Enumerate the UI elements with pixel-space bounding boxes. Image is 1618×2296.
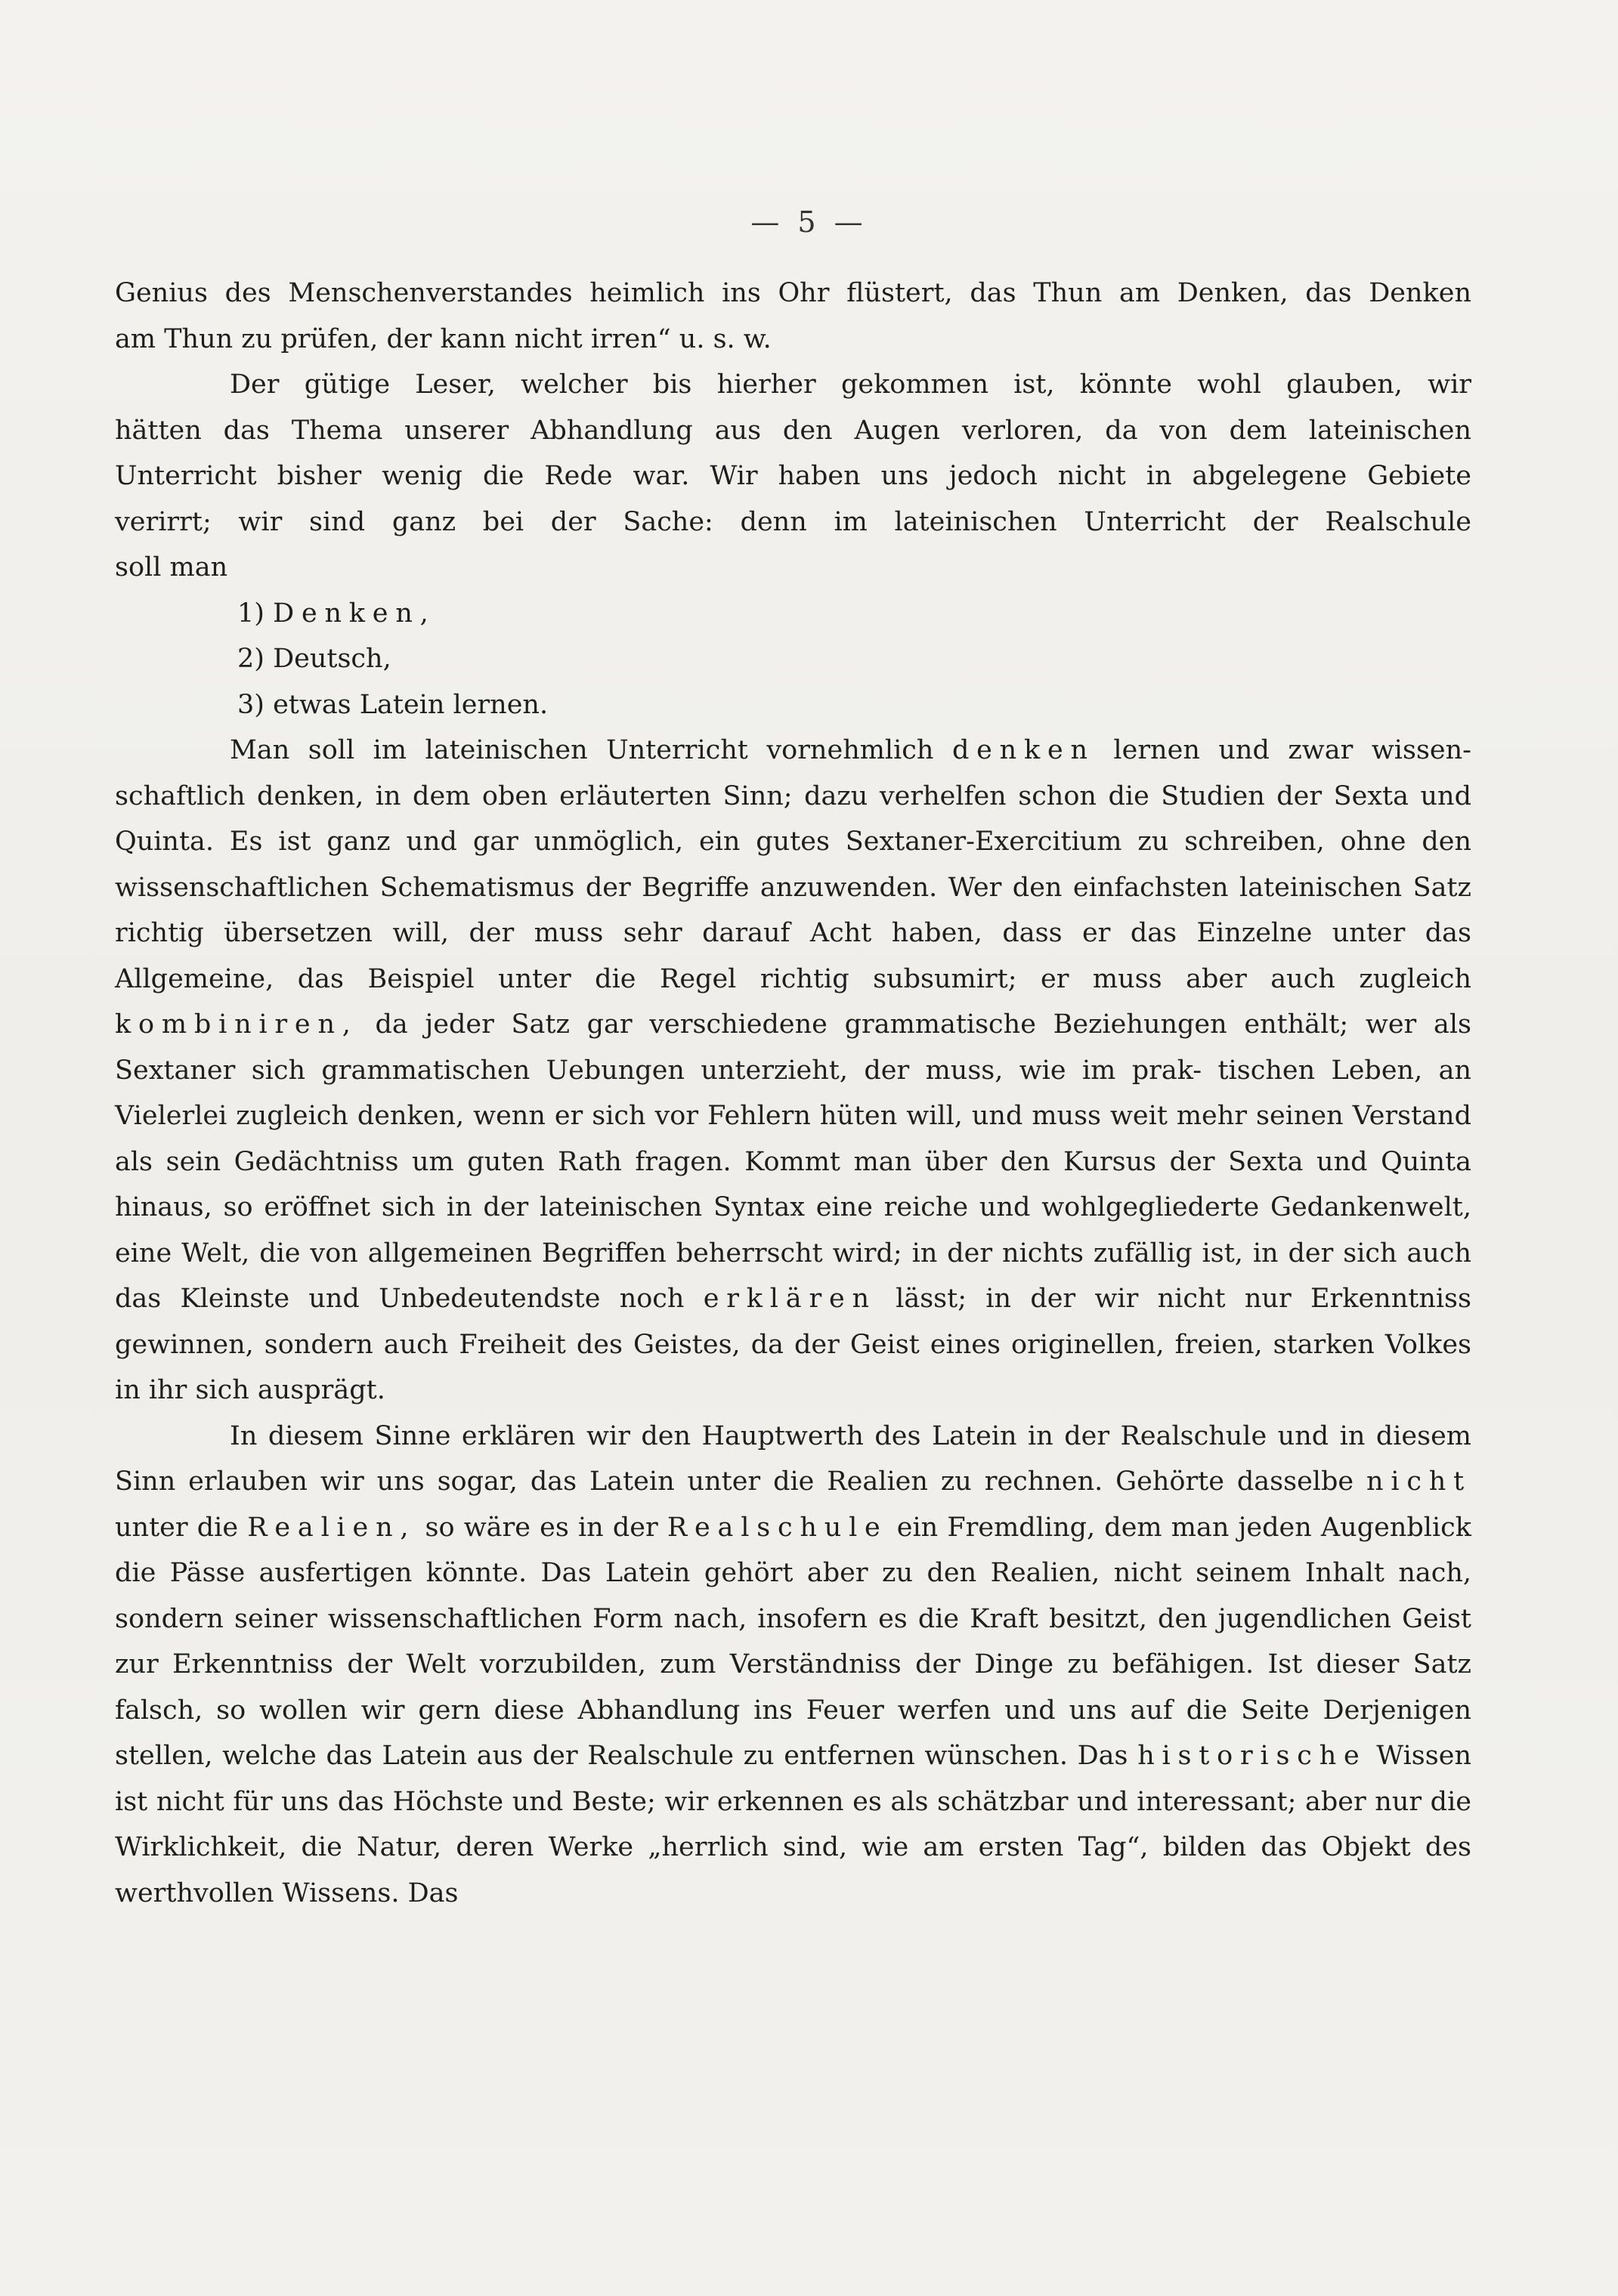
emphasis-realschule: Realschule: [667, 1512, 888, 1543]
paragraph-2-line-2: hätten das Thema unserer Abhandlung aus den Augen verloren, da von dem lateinischen: [115, 415, 1471, 446]
list-text: Deutsch,: [273, 644, 391, 674]
list-text: etwas Latein lernen.: [273, 689, 549, 720]
paragraph-3-text-4: lässt; in der wir nicht nur Erkenntniss gewinnen, sondern auch Freiheit des Geistes, da der Geist eines originellen, freien, starken Volkes in ihr sich ausprägt.: [115, 1284, 1471, 1405]
list-item: [237, 591, 1471, 637]
list-text: Denken,: [273, 598, 436, 629]
paragraph-4-text-1: In diesem Sinne erklären wir den Hauptwerth des Latein in der Realschule und in diesem Sinn erlauben wir uns sogar, das Latein unter die Realien zu rechnen. Gehörte dasselbe: [115, 1420, 1471, 1497]
paragraph-2-line-5: soll man: [115, 552, 228, 582]
emphasis-erklaeren: erklären: [703, 1284, 877, 1314]
emphasis-denken: denken: [951, 735, 1095, 765]
paragraph-3-text-3: da jeder Satz gar verschiedene grammatische Beziehungen enthält; wer als Sextaner sich grammatischen Uebungen unterzieht, der muss, wie im prak- tischen Leben, an Vielerlei zugleich denken, wenn er sich vor Fehlern hüten will, und muss weit mehr seinen Verstand als sein Gedächtniss um guten Rath fragen. Kommt man über den Kursus der Sexta und Quinta hinaus, so eröffnet sich in der lateinischen Syntax eine reiche und wohlgegliederte Gedankenwelt, eine Welt, die von allgemeinen Begriffen beherrscht wird; in der nichts zufällig ist, in der sich auch das Kleinste und Unbedeutendste noch: [115, 1009, 1471, 1314]
paragraph-2-line-1: Der gütige Leser, welcher bis hierher gekommen ist, könnte wohl glauben, wir: [230, 369, 1471, 400]
emphasis-realien: Realien,: [247, 1512, 416, 1543]
numbered-list: [115, 591, 1471, 728]
page-number: — 5 —: [750, 205, 868, 239]
paragraph-1-line-1: Genius des Menschenverstandes heimlich ins Ohr flüstert, das Thun am Denken, das Denken: [115, 278, 1471, 308]
paragraph-3-text-1: Man soll im lateinischen Unterricht vornehmlich: [230, 735, 934, 765]
paragraph-4: [115, 1414, 1471, 1917]
paragraph-4-text-5: Wissen ist nicht für uns das Höchste und Beste; wir erkennen es als schätzbar und interessant; aber nur die Wirklichkeit, die Natur, deren Werke „herrlich sind, wie am ersten Tag“, bilden das Objekt des werthvollen Wissens. Das: [115, 1741, 1471, 1908]
list-item: [237, 636, 1471, 682]
paragraph-2-line-3: Unterricht bisher wenig die Rede war. Wir haben uns jedoch nicht in abgelegene Gebiete: [115, 461, 1471, 491]
list-number: 3): [237, 689, 265, 720]
body-text: [115, 270, 1471, 1916]
list-item: [237, 682, 1471, 728]
list-number: 2): [237, 644, 265, 674]
emphasis-historische: historische: [1137, 1741, 1367, 1771]
paragraph-1-line-2: am Thun zu prüfen, der kann nicht irren“ u. s. w.: [115, 323, 772, 354]
paragraph-2-line-4: verirrt; wir sind ganz bei der Sache: denn im lateinischen Unterricht der Realschule: [115, 506, 1471, 537]
list-number: 1): [237, 598, 265, 629]
paragraph-3: [115, 728, 1471, 1414]
emphasis-kombiniren: kombiniren,: [115, 1009, 358, 1040]
paragraph-4-text-3: so wäre es in der: [425, 1512, 658, 1543]
paragraph-4-text-2: unter die: [115, 1512, 239, 1543]
emphasis-nicht: nicht: [1366, 1466, 1471, 1497]
paragraph-3-text-2: lernen und zwar wissen- schaftlich denken, in dem oben erläuterten Sinn; dazu verhelfen schon die Studien der Sexta und Quinta. Es ist ganz und gar unmöglich, ein gutes Sextaner-Exercitium zu schreiben, ohne den wissenschaftlichen Schematismus der Begriffe anzuwenden. Wer den einfachsten lateinischen Satz richtig übersetzen will, der muss sehr darauf Acht haben, dass er das Einzelne unter das Allgemeine, das Beispiel unter die Regel richtig subsumirt; er muss aber auch zugleich: [115, 735, 1471, 994]
paragraph-4-text-4: ein Fremdling, dem man jeden Augenblick die Pässe ausfertigen könnte. Das Latein gehört aber zu den Realien, nicht seinem Inhalt nach, sondern seiner wissenschaftlichen Form nach, insofern es die Kraft besitzt, den jugendlichen Geist zur Erkenntniss der Welt vorzubilden, zum Verständniss der Dinge zu befähigen. Ist dieser Satz falsch, so wollen wir gern diese Abhandlung ins Feuer werfen und uns auf die Seite Derjenigen stellen, welche das Latein aus der Realschule zu entfernen wünschen. Das: [115, 1512, 1471, 1771]
